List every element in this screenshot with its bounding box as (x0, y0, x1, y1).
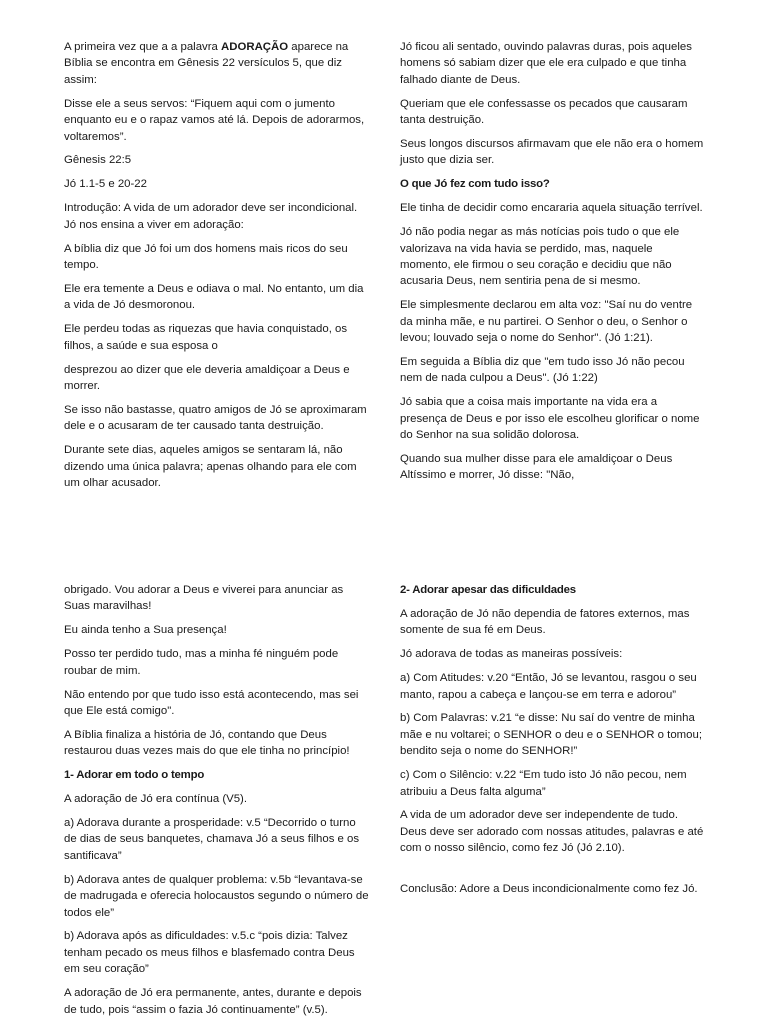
bottom-left-column (64, 582, 369, 1025)
paragraph: Disse ele a seus servos: “Fiquem aqui com o jumento enquanto eu e o rapaz vamos até lá. Depois de adorarmos, voltaremos”. (64, 97, 365, 143)
paragraph: Se isso não bastasse, quatro amigos de Jó se aproximaram dele e o acusaram de ter causado tanta destruição. (64, 403, 367, 433)
paragraph: Durante sete dias, aqueles amigos se sentaram lá, não dizendo uma única palavra; apenas olhando para ele com um olhar acusador. (64, 444, 357, 489)
paragraph: A primeira vez que a a palavra ADORAÇÃO aparece na Bíblia se encontra em Gênesis 22 versículos 5, que diz assim: (64, 41, 349, 86)
paragraph: Posso ter perdido tudo, mas a minha fé ninguém pode roubar de mim. (64, 648, 339, 677)
paragraph: obrigado. Vou adorar a Deus e viverei para anunciar as Suas maravilhas! (64, 584, 344, 613)
paragraph: Eu ainda tenho a Sua presença! (64, 624, 227, 637)
paragraph: A adoração de Jó era contínua (V5). (64, 793, 248, 806)
paragraph: Jó adorava de todas as maneiras possíveis: (400, 648, 623, 661)
section-heading: 2- Adorar apesar das dificuldades (400, 584, 576, 596)
paragraph: A Bíblia finaliza a história de Jó, contando que Deus restaurou duas vezes mais do que ele tinha no princípio! (64, 728, 350, 758)
paragraph: Jó sabia que a coisa mais importante na vida era a presença de Deus e por isso ele escolheu glorificar o nome do Senhor na sua solidão dolorosa. (400, 396, 700, 442)
paragraph: A bíblia diz que Jó foi um dos homens mais ricos do seu tempo. (64, 242, 348, 271)
paragraph: a) Com Atitudes: v.20 “Então, Jó se levantou, rasgou o seu manto, rapou a cabeça e lançou-se em terra e adorou” (400, 672, 697, 701)
paragraph: b) Adorava após as dificuldades: v.5.c “pois dizia: Talvez tenham pecado os meus filhos e blasfemado contra Deus em seu coração” (64, 930, 355, 976)
paragraph: Em seguida a Bíblia diz que "em tudo isso Jó não pecou nem de nada culpou a Deus". (Jó 1:22) (400, 356, 685, 385)
paragraph: desprezou ao dizer que ele deveria amaldiçoar a Deus e morrer. (64, 363, 350, 392)
paragraph: a) Adorava durante a prosperidade: v.5 “Decorrido o turno de dias de seus banquetes, chamava Jó a seus filhos e os santificava” (64, 816, 360, 862)
conclusion: Conclusão: Adore a Deus incondicionalmente como fez Jó. (400, 882, 698, 895)
paragraph: A adoração de Jó não dependia de fatores externos, mas somente de sua fé em Deus. (400, 607, 690, 637)
paragraph: Seus longos discursos afirmavam que ele não era o homem justo que dizia ser. (400, 138, 704, 167)
top-left-column (64, 39, 369, 499)
paragraph: Quando sua mulher disse para ele amaldiçoar o Deus Altíssimo e morrer, Jó disse: "Não, (400, 453, 673, 482)
top-right-column (400, 39, 705, 491)
bottom-right-column (400, 582, 705, 905)
paragraph: Ele perdeu todas as riquezas que havia conquistado, os filhos, a saúde e sua esposa o (64, 323, 348, 352)
paragraph: Jó 1.1-5 e 20-22 (64, 178, 147, 191)
paragraph: Ele era temente a Deus e odiava o mal. No entanto, um dia a vida de Jó desmoronou. (64, 282, 364, 312)
paragraph: Introdução: A vida de um adorador deve ser incondicional. Jó nos ensina a viver em adoração: (64, 202, 358, 231)
section-heading: 1- Adorar em todo o tempo (64, 769, 205, 782)
paragraph: b) Adorava antes de qualquer problema: v.5b “levantava-se de madrugada e oferecia holocaustos segundo o número de todos ele” (64, 873, 369, 919)
highlight-word: ADORAÇÃO (221, 41, 289, 53)
paragraph: c) Com o Silêncio: v.22 “Em tudo isto Jó não pecou, nem atribuiu a Deus falta alguma” (400, 769, 687, 798)
paragraph: Ele simplesmente declarou em alta voz: "Saí nu do ventre da minha mãe, e nu partirei. O Senhor o deu, o Senhor o levou; louvado seja o nome do Senhor". (Jó 1:21). (400, 299, 693, 345)
paragraph: Jó ficou ali sentado, ouvindo palavras duras, pois aqueles homens só sabiam dizer que ele era culpado e que tinha falhado diante de Deus. (400, 41, 692, 86)
paragraph: Gênesis 22:5 (64, 154, 132, 167)
paragraph: Não entendo por que tudo isso está acontecendo, mas sei que Ele está comigo". (64, 688, 359, 717)
paragraph: Jó não podia negar as más notícias pois tudo o que ele valorizava na vida havia se perdido, mas, naquele momento, ele firmou o seu coração e decidiu que não acusaria Deus, nem sentiria pena de si mesmo. (400, 226, 680, 288)
paragraph: Queriam que ele confessasse os pecados que causaram tanta destruição. (400, 97, 688, 127)
section-heading: O que Jó fez com tudo isso? (400, 178, 550, 191)
paragraph: A adoração de Jó era permanente, antes, durante e depois de tudo, pois “assim o fazia Jó continuamente” (v.5). (64, 987, 362, 1016)
paragraph: A vida de um adorador deve ser independente de tudo. Deus deve ser adorado com nossas atitudes, palavras e até com o nosso silêncio, como fez Jó (Jó 2.10). (400, 809, 704, 855)
paragraph: Ele tinha de decidir como encararia aquela situação terrível. (400, 202, 703, 215)
paragraph: b) Com Palavras: v.21 “e disse: Nu saí do ventre de minha mãe e nu voltarei; o SENHOR o deu e o SENHOR o tomou; bendito seja o nome do SENHOR!” (400, 712, 702, 758)
